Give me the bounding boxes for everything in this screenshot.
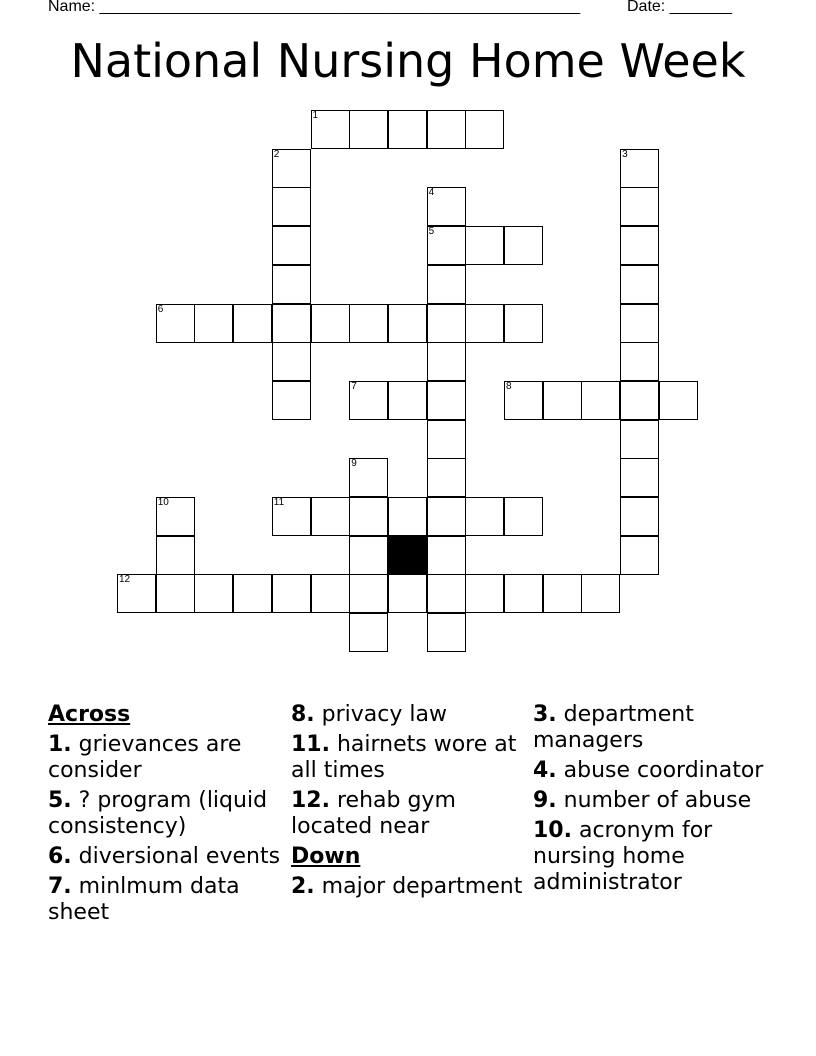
crossword-cell[interactable] — [272, 304, 311, 343]
clue-item-number: 11. — [291, 732, 330, 757]
crossword-cell[interactable] — [388, 304, 427, 343]
clue-item-text: minlmum data sheet — [48, 874, 240, 925]
crossword-cell[interactable] — [620, 149, 659, 188]
clue-number: 1 — [312, 110, 319, 121]
crossword-cell[interactable] — [465, 226, 504, 265]
crossword-cell[interactable] — [620, 458, 659, 497]
crossword-cell[interactable] — [543, 574, 582, 613]
crossword-cell[interactable] — [465, 304, 504, 343]
crossword-cell[interactable] — [659, 381, 698, 420]
crossword-cell[interactable] — [620, 536, 659, 575]
crossword-cell[interactable] — [194, 304, 233, 343]
clue-item-number: 4. — [533, 758, 557, 783]
clue-item-number: 9. — [533, 788, 557, 813]
crossword-cell[interactable] — [388, 574, 427, 613]
crossword-cell[interactable] — [156, 497, 195, 536]
clue-item — [48, 874, 288, 926]
clue-number: 4 — [428, 187, 435, 199]
clue-item-number: 6. — [48, 844, 72, 869]
crossword-cell[interactable] — [581, 574, 620, 613]
crossword-cell[interactable] — [620, 265, 659, 304]
crossword-cell[interactable] — [620, 226, 659, 265]
crossword-cell[interactable] — [272, 381, 311, 420]
crossword-cell[interactable] — [504, 381, 543, 420]
crossword-cell[interactable] — [349, 304, 388, 343]
crossword-cell[interactable] — [427, 536, 466, 575]
crossword-cell[interactable] — [620, 381, 659, 420]
crossword-cell[interactable] — [581, 381, 620, 420]
clue-item — [48, 732, 288, 784]
crossword-cell[interactable] — [504, 304, 543, 343]
clue-item-number: 10. — [533, 818, 572, 843]
crossword-cell[interactable] — [620, 187, 659, 226]
clue-item — [291, 702, 531, 728]
crossword-cell[interactable] — [465, 497, 504, 536]
clue-item — [291, 788, 531, 840]
crossword-cell[interactable] — [427, 458, 466, 497]
crossword-cell[interactable] — [311, 574, 350, 613]
crossword-cell[interactable] — [349, 536, 388, 575]
clue-item — [48, 844, 288, 870]
crossword-cell[interactable] — [543, 381, 582, 420]
page-title: National Nursing Home Week — [70, 34, 746, 88]
clue-item — [291, 732, 531, 784]
clue-number: 2 — [273, 148, 280, 160]
clue-number: 10 — [157, 497, 169, 508]
crossword-cell[interactable] — [388, 110, 427, 149]
crossword-cell[interactable] — [311, 497, 350, 536]
clue-item — [533, 788, 773, 814]
crossword-cell[interactable] — [233, 574, 272, 613]
clue-item — [533, 758, 773, 784]
crossword-cell[interactable] — [117, 574, 156, 613]
clue-item-number: 8. — [291, 702, 315, 727]
crossword-cell[interactable] — [156, 574, 195, 613]
clue-item-number: 7. — [48, 874, 72, 899]
crossword-cell[interactable] — [465, 110, 504, 149]
clue-item-text: grievances are consider — [48, 732, 242, 783]
name-field-line: Name: ______________________________________________________ — [48, 0, 581, 15]
crossword-cell[interactable] — [272, 574, 311, 613]
crossword-cell[interactable] — [272, 149, 311, 188]
crossword-cell[interactable] — [620, 420, 659, 459]
crossword-cell[interactable] — [427, 226, 466, 265]
clue-item-text: major department — [314, 874, 523, 899]
down-clue-list-continued — [533, 702, 773, 896]
clue-number: 11 — [273, 497, 285, 508]
clue-number: 12 — [119, 574, 131, 586]
crossword-cell[interactable] — [504, 574, 543, 613]
clue-item — [291, 874, 531, 900]
crossword-cell[interactable] — [388, 381, 427, 420]
crossword-cell[interactable] — [349, 458, 388, 497]
crossword-cell[interactable] — [427, 342, 466, 381]
clue-item-text: department managers — [533, 702, 694, 753]
clue-item-text: rehab gym located near — [291, 788, 456, 839]
clue-item — [533, 818, 773, 896]
crossword-cell[interactable] — [504, 497, 543, 536]
crossword-cell[interactable] — [427, 613, 466, 652]
down-heading: Down — [291, 844, 361, 869]
clue-item-number: 5. — [48, 788, 72, 813]
crossword-black-cell — [388, 536, 427, 575]
across-clue-list — [48, 732, 288, 926]
crossword-cell[interactable] — [349, 574, 388, 613]
clue-number: 9 — [351, 458, 357, 470]
crossword-cell[interactable] — [194, 574, 233, 613]
date-field-line: Date: _______ — [627, 0, 732, 15]
crossword-cell[interactable] — [272, 265, 311, 304]
crossword-cell[interactable] — [465, 574, 504, 613]
crossword-cell[interactable] — [349, 110, 388, 149]
crossword-cell[interactable] — [620, 304, 659, 343]
crossword-cell[interactable] — [504, 226, 543, 265]
crossword-cell[interactable] — [156, 304, 195, 343]
clue-item-text: ? program (liquid consistency) — [48, 788, 268, 839]
clue-number: 6 — [157, 303, 164, 315]
crossword-cell[interactable] — [427, 304, 466, 343]
clue-item-text: abuse coordinator — [556, 758, 764, 783]
crossword-cell[interactable] — [427, 187, 466, 226]
crossword-cell[interactable] — [349, 497, 388, 536]
crossword-cell[interactable] — [311, 304, 350, 343]
clue-item-number: 3. — [533, 702, 557, 727]
crossword-cell[interactable] — [349, 381, 388, 420]
clue-item-text: hairnets wore at all times — [291, 732, 517, 783]
crossword-cell[interactable] — [427, 574, 466, 613]
clue-item-text: number of abuse — [556, 788, 752, 813]
crossword-cell[interactable] — [156, 536, 195, 575]
clue-item-number: 2. — [291, 874, 315, 899]
crossword-cell[interactable] — [427, 110, 466, 149]
clue-column-3 — [533, 702, 773, 900]
crossword-cell[interactable] — [349, 613, 388, 652]
crossword-cell[interactable] — [272, 342, 311, 381]
crossword-cell[interactable] — [272, 187, 311, 226]
crossword-cell[interactable] — [311, 110, 350, 149]
crossword-cell[interactable] — [272, 497, 311, 536]
clue-item — [48, 788, 288, 840]
crossword-cell[interactable] — [427, 420, 466, 459]
crossword-cell[interactable] — [620, 342, 659, 381]
clue-item-text: acronym for nursing home administrator — [533, 818, 713, 895]
clue-item-number: 12. — [291, 788, 330, 813]
clue-number: 3 — [622, 148, 628, 160]
clue-item-text: privacy law — [314, 702, 447, 727]
crossword-cell[interactable] — [272, 226, 311, 265]
across-clue-list-continued — [291, 702, 531, 840]
clue-number: 8 — [506, 380, 512, 392]
crossword-cell[interactable] — [620, 497, 659, 536]
across-heading: Across — [48, 702, 131, 727]
crossword-cell[interactable] — [388, 497, 427, 536]
crossword-cell[interactable] — [427, 265, 466, 304]
clue-column-1 — [48, 702, 288, 930]
crossword-cell[interactable] — [427, 381, 466, 420]
clue-column-2 — [291, 702, 531, 904]
clue-number: 5 — [428, 226, 435, 238]
crossword-cell[interactable] — [233, 304, 272, 343]
clue-item-number: 1. — [48, 732, 72, 757]
clue-item-text: diversional events — [71, 844, 281, 869]
clue-item — [533, 702, 773, 754]
down-clue-list — [291, 874, 531, 900]
crossword-cell[interactable] — [427, 497, 466, 536]
clue-number: 7 — [351, 380, 357, 392]
